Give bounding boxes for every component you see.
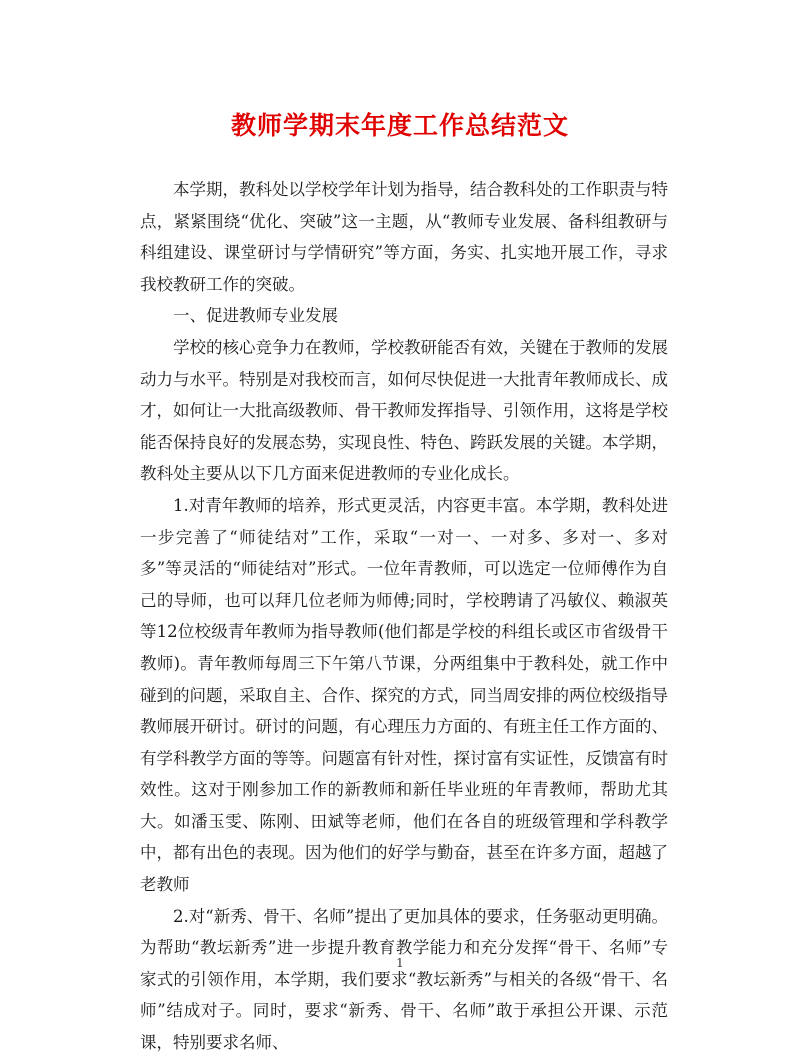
paragraph-intro: 本学期，教科处以学校学年计划为指导，结合教科处的工作职责与特点，紧紧围绕“优化、突破”这一主题，从“教师专业发展、备科组教研与科组建设、课堂研讨与学情研究”等方面，务实、扎实地开展工作，寻求我校教研工作的突破。	[140, 180, 668, 294]
section-heading-1: 一、促进教师专业发展	[173, 306, 338, 326]
paragraph-young-teachers: 1.对青年教师的培养，形式更灵活，内容更丰富。本学期，教科处进一步完善了“师徒结对”工作，采取“一对一、一对多、多对一、多对多”等灵活的“师徒结对”形式。一位年青教师，可以选定一位师傅作为自己的导师，也可以拜几位老师为师傅;同时，学校聘请了冯敏仪、赖淑英等12位校级青年教师为指导教师(他们都是学校的科组长或区市省级骨干教师)。青年教师每周三下午第八节课，分两组集中于教科处，就工作中碰到的问题，采取自主、合作、探究的方式，同当周安排的两位校级指导教师展开研讨。研讨的问题，有心理压力方面的、有班主任工作方面的、有学科教学方面的等等。问题富有针对性，探讨富有实证性，反馈富有时效性。这对于刚参加工作的新教师和新任毕业班的年青教师，帮助尤其大。如潘玉雯、陈刚、田斌等老师，他们在各自的班级管理和学科教学中，都有出色的表现。因为他们的好学与勤奋，甚至在许多方面，超越了老教师	[140, 495, 668, 895]
document-body	[140, 174, 668, 1059]
paragraph-core-competitiveness: 学校的核心竞争力在教师，学校教研能否有效，关键在于教师的发展动力与水平。特别是对我校而言，如何尽快促进一大批青年教师成长、成才，如何让一大批高级教师、骨干教师发挥指导、引领作用，这将是学校能否保持良好的发展态势，实现良性、特色、跨跃发展的关键。本学期，教科处主要从以下几方面来促进教师的专业化成长。	[140, 337, 668, 484]
paragraph-new-talents: 2.对“新秀、骨干、名师”提出了更加具体的要求，任务驱动更明确。为帮助“教坛新秀”进一步提升教育教学能力和充分发挥“骨干、名师”专家式的引领作用，本学期，我们要求“教坛新秀”与相关的各级“骨干、名师”结成对子。同时，要求“新秀、骨干、名师”敢于承担公开课、示范课，特别要求名师、	[140, 906, 668, 1053]
page-number: 1	[396, 956, 404, 970]
document-title: 教师学期末年度工作总结范文	[230, 111, 569, 140]
